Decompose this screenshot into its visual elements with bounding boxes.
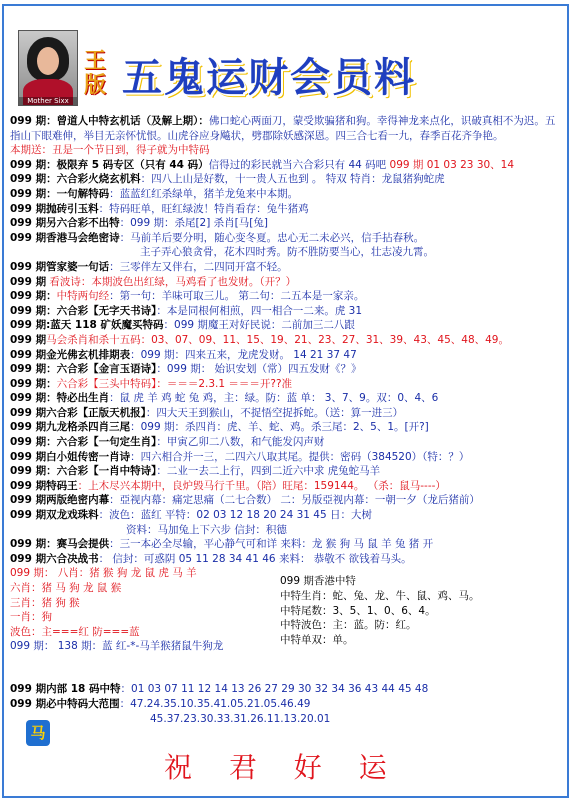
content-row [10,187,565,202]
row-label: 香港马会绝密诗 [46,231,120,244]
row-issue: 099 期： [10,465,57,478]
row-text: ：四八上山是好数，十一贵人五也到 。 特双 特肖：龙鼠猪狗蛇虎 [140,173,445,186]
row-text: 45.37.23.30.33.31.26.11.13.20.01 [150,712,331,725]
page-title: 五鬼运财会员料 [122,55,416,101]
row-issue: 099 期 [10,552,47,565]
row-issue: 099 期 [10,217,47,230]
author-photo [18,30,78,106]
row-label: 两版绝密内幕 [46,494,110,507]
row-issue: 099 期： [10,158,57,171]
row-issue: 099 期 [10,494,47,507]
right-block [280,574,560,647]
row-label: 本期送：丑是一个节日到，得子就为中特码 [10,144,210,157]
row-text: ：099 期： 始识安划（常）四五发财《？》 [156,363,362,376]
row-label: 六合彩【正版天机报】 [46,406,146,419]
row-text: ：099 期魔王对好民说：二前加三二八跟 [163,319,355,332]
content-row [10,231,565,246]
row-text: ：099 期：杀尾[2] 杀肖[马[兔] [119,217,268,230]
row-text: 主子弄心狼贪骨，花木四时秀。防不胜防要当心，壮志凌九霄。 [140,246,434,259]
footer-row [10,682,565,697]
row-text: ：01 03 07 11 12 14 13 26 27 29 30 32 34 36 43 44 45 48 [120,683,429,696]
row-text: ：03、07、09、11、15、19、21、23、27、31、39、43、45、48、49。 [140,333,509,346]
content-row [10,289,565,304]
page-frame [2,4,569,798]
row-label: 必中特码大范围 [46,698,120,710]
content-row [10,114,565,143]
content-row [10,216,565,231]
left-line: 波色：主===红 防===蓝 [10,625,140,638]
row-label: 内部 18 码中特 [46,683,121,696]
row-text: ：099 期：杀四肖：虎、羊、蛇、鸡。杀三尾：2、5、1。[开?] [130,421,429,434]
row-extra: 099 期 01 03 23 30、14 [386,158,515,171]
content-row [10,493,565,508]
row-text: ：甲寅乙卯二八数，和气能发闪声财 [156,436,325,449]
row-text: ：47.24.35.10.35.41.05.21.05.46.49 [119,698,311,710]
row-label: 马会杀肖和杀十五码 [46,333,141,346]
row-text: 信得过的彩民就当六合彩只有 44 码吧 [208,158,387,171]
row-issue: 099 期 [10,450,47,463]
row-label: 六合彩【金言玉语诗】 [56,363,157,376]
left-line: 099 期： 八肖：猪 猴 狗 龙 鼠 虎 马 羊 [10,567,197,580]
row-issue: 099 期 [10,260,47,273]
row-text: ：四大天王到猴山，不捉悟空捉拆蛇。（送：算一进三） [145,406,404,419]
row-issue: 099 期 [10,333,47,346]
version-badge [84,50,114,110]
row-label: 六合彩火烧玄机料 [56,173,141,186]
right-line: 中特尾数：3、5、1、0、6、4。 [280,604,436,617]
left-block [10,566,270,654]
row-label: 六合彩【三头中特码】 [56,377,157,390]
row-text: ：第一句：羊味可取三儿。 第二句：二五本是一家亲。 [109,290,365,303]
content-row [10,377,565,392]
content-row [10,348,565,363]
row-issue: 099 期： [10,363,57,376]
content-row [10,333,565,348]
row-text: ：亞视内幕：痛定思痛（二七合数） 二：另版亞视内幕：一朝一夕（龙后猪前） [109,494,480,507]
left-line: 一肖：狗 [10,611,52,624]
row-issue: 099 期： [10,392,57,405]
content-row [10,537,565,552]
content-row [10,304,565,319]
row-issue: 099 期： [10,538,57,551]
row-text: ：本是同根何相煎，四一相合一二来。虎 31 [156,304,363,317]
content-row [10,172,565,187]
row-label: 六合彩【一肖中特诗】 [56,465,157,478]
content-row [10,479,565,494]
corner-logo: 马 [26,720,50,746]
row-issue: 099 期： [10,304,57,317]
content-row [10,523,565,538]
row-issue: 099 期 [10,479,47,492]
row-label: 看波诗 [46,275,81,288]
content-row [10,362,565,377]
left-line: 099 期： 138 期：蓝 红-*-马羊猴猪鼠牛狗龙 [10,640,224,653]
right-line: 中特波色：主：蓝。防：红。 [280,619,417,632]
content-row [10,158,565,173]
row-label: 极限弃 5 码专区（只有 44 码） [56,158,209,171]
row-issue: 099 期 [10,683,47,696]
row-label: 管家婆一句话 [46,260,110,273]
row-text: ：蓝蓝红红杀绿单，猪羊龙兔来中本期。 [109,187,299,200]
badge-text: 王版 [84,49,107,98]
row-text: ：马前羊后要分明，随心变冬夏。忠心无二未必兴，信手拈春秋。 [119,231,425,244]
header [4,6,567,114]
row-issue: 099 期： [10,173,57,186]
row-issue: 099 期 [10,348,47,361]
footer-row [10,697,565,712]
row-text: 资料：马加兔上下六步 信封：积德 [126,523,287,536]
content-row [10,435,565,450]
row-label: 抛砖引玉料 [46,202,99,215]
content-row [10,391,565,406]
row-text: 佛口蛇心两面刀，蒙受欺骗猪和狗。幸得神龙来点化，识破真相不为迟。五指山下眼难伸，举目无亲怀忧恨。山虎谷应身飚状，劈郡除妖感深恩。四三合七看一九，春季百花齐争艳。 [10,115,556,142]
content-row [10,275,565,290]
row-label: 六合彩【无字天书诗】 [56,304,157,317]
row-issue: 099 期 [10,406,47,419]
row-issue: 099 期 [10,231,47,244]
row-text: ：＝＝＝2.3.1 ＝＝＝开??准 [156,377,293,390]
footer-rows [10,682,565,726]
footer-row [10,712,565,727]
content-row [10,420,565,435]
row-label: 九龙格杀四肖三尾 [46,421,131,434]
photo-caption: Mother Sixx [19,97,77,105]
content-row [10,464,565,479]
content-row [10,202,565,217]
footer-blessing: 祝 君 好 运 [164,751,401,784]
row-text: ： 信封：可惑阴 05 11 28 34 41 46 来料： 恭敬不 欲钱着马头。 [98,552,412,565]
row-issue: 099 期： [10,436,57,449]
row-text: ：三一本必全尽输，平心静气可和详 来料：龙 猴 狗 马 鼠 羊 兔 猪 开 [109,538,434,551]
row-label: 金光佛玄机排期表 [46,348,131,361]
row-label: 另六合彩不出特 [46,217,120,230]
split-section [10,566,565,682]
row-text: ：三零伴左又伴右，二四同开富不轻。 [109,260,288,273]
row-text: ：二业一去二上行，四到二近六中求 虎兔蛇马羊 [156,465,381,478]
row-issue: 099 期: [10,319,51,332]
right-line: 099 期香港中特 [280,575,356,588]
row-text: ：鼠 虎 羊 鸡 蛇 兔 鸡，主：绿。防：蓝 单： 3、7、9。双：0、4、6 [109,392,439,405]
row-text: ：波色：蓝红 平特：02 03 12 18 20 24 31 45 日：大树 [98,509,373,522]
row-issue: 099 期： [10,290,57,303]
row-label: 双龙戏珠料 [46,509,99,522]
row-text: ：099 期：四来五来，龙虎发财。 14 21 37 47 [130,348,357,361]
right-line: 中特生肖：蛇、兔、龙、牛、鼠、鸡、马。 [280,590,480,602]
content-row [10,508,565,523]
content-row [10,450,565,465]
row-label: 蓝天 118 矿妖魔买特码 [50,319,164,332]
row-issue: 099 期： [10,187,57,200]
row-text: ：上木尽兴本期中，良炉毁马行千里。（陪）旺尾：159144。 （杀：鼠马----） [77,479,446,492]
row-label: 特必出生肖 [56,392,110,405]
row-label: 特码王 [46,479,78,492]
row-text: ：四六相合并一三，二四六八取其尾。提供：密码（384520）（特：？） [130,450,470,463]
content-row [10,143,565,158]
row-issue: 099 期： [10,377,57,390]
content [10,114,565,726]
row-issue: 099 期 [10,421,47,434]
row-issue: 099 期： [10,115,57,127]
row-label: 中特两句经 [56,290,110,303]
content-row [10,406,565,421]
content-row [10,552,565,567]
left-line: 六肖：猪 马 狗 龙 鼠 猴 [10,582,122,594]
content-row [10,245,565,260]
row-label: 曾道人中特玄机话（及解上期）： [56,115,209,127]
left-line: 三肖：猪 狗 猴 [10,596,80,609]
content-row [10,260,565,275]
row-label: 六合决战书 [46,552,99,565]
row-issue: 099 期 [10,698,47,710]
row-issue: 099 期 [10,202,47,215]
row-label: 白小姐传密一肖诗 [46,450,131,463]
row-label: 赛马会提供 [56,538,110,551]
row-text: ：本期波色出红绿，马鸡看了也发财。（开？） [80,275,297,288]
content-row [10,318,565,333]
rows [10,114,565,566]
row-label: 六合彩【一句定生肖】 [56,436,157,449]
row-label: 一句解特码 [56,187,110,200]
right-line: 中特单双：单。 [280,633,354,646]
row-issue: 099 期 [10,509,47,522]
row-text: ：特码旺单，旺红绿波！特肖看存：兔牛猪鸡 [98,202,309,215]
row-issue: 099 期 [10,275,47,288]
